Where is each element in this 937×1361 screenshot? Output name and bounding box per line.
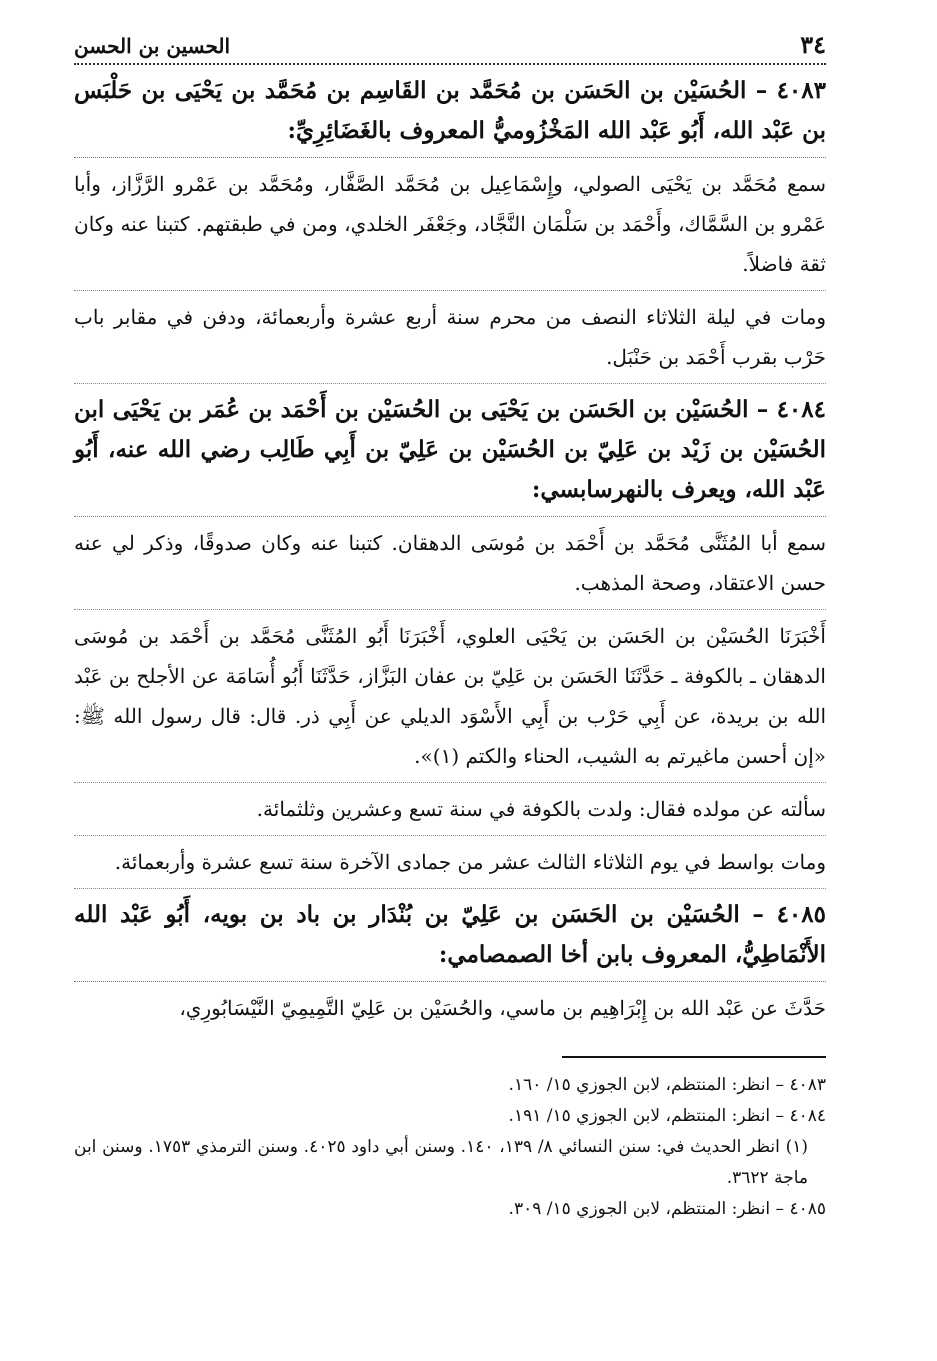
entry-4084-paragraph: سألته عن مولده فقال: ولدت بالكوفة في سنة تسع وعشرين وثلثمائة. bbox=[74, 789, 826, 836]
entry-4084-heading: ٤٠٨٤ – الحُسَيْن بن الحَسَن بن يَحْيَى بن الحُسَيْن بن أَحْمَد بن عُمَر بن يَحْيَى ابن الحُسَيْن بن زَيْد بن عَلِيّ بن الحُسَيْن بن عَلِيّ بن أَبِي طَالِب رضي الله عنه، أَبُو عَبْد الله، ويعرف بالنهرسابسي: bbox=[74, 390, 826, 517]
footnote: ٤٠٨٣ – انظر: المنتظم، لابن الجوزي ١٥/ ١٦٠. bbox=[508, 1075, 826, 1095]
entry-4083-paragraph: ومات في ليلة الثلاثاء النصف من محرم سنة أربع عشرة وأربعمائة، ودفن في مقابر باب حَرْب بقرب أَحْمَد بن حَنْبَل. bbox=[74, 297, 826, 384]
running-title: الحسين بن الحسن bbox=[74, 34, 231, 58]
footnote: ٤٠٨٥ – انظر: المنتظم، لابن الجوزي ١٥/ ٣٠٩. bbox=[508, 1199, 826, 1219]
footnote-separator bbox=[562, 1056, 826, 1058]
entry-4083-heading: ٤٠٨٣ – الحُسَيْن بن الحَسَن بن مُحَمَّد بن القَاسِم بن مُحَمَّد بن يَحْيَى بن حَلْبَس بن عَبْد الله، أَبُو عَبْد الله المَخْزُوميُّ المعروف بالغَضَائِرِيِّ: bbox=[74, 71, 826, 158]
book-page bbox=[74, 30, 826, 1225]
entry-4085-heading: ٤٠٨٥ – الحُسَيْن بن الحَسَن بن عَلِيّ بن بُنْدَار بن باد بن بويه، أَبُو عَبْد الله الأَنْمَاطِيُّ، المعروف بابن أخا الصمصامي: bbox=[74, 895, 826, 982]
footnote: ٤٠٨٤ – انظر: المنتظم، لابن الجوزي ١٥/ ١٩١. bbox=[508, 1106, 826, 1126]
entry-4084-paragraph: سمع أبا المُثَنَّى مُحَمَّد بن أَحْمَد بن مُوسَى الدهقان. كتبنا عنه وكان صدوقًا، وذكر لي عنه حسن الاعتقاد، وصحة المذهب. bbox=[74, 523, 826, 610]
entry-4083-paragraph: سمع مُحَمَّد بن يَحْيَى الصولي، وإِسْمَاعِيل بن مُحَمَّد الصَّفَّار، ومُحَمَّد بن عَمْرو الرَّزَّاز، وأبا عَمْرو بن السَّمَّاك، وأَحْمَد بن سَلْمَان النَّجَّاد، وجَعْفَر الخلدي، ومن في طبقتهم. كتبنا عنه وكان ثقة فاضلاً. bbox=[74, 164, 826, 291]
page-number: ٣٤ bbox=[800, 30, 826, 59]
entry-4084-paragraph: أَخْبَرَنَا الحُسَيْن بن الحَسَن بن يَحْيَى العلوي، أَخْبَرَنَا أَبُو المُثَنَّى مُحَمَّد بن أَحْمَد بن مُوسَى الدهقان ـ بالكوفة ـ حَدَّثَنَا الحَسَن بن عَلِيّ بن عفان البَزَّاز، حَدَّثَنَا أَبُو أُسَامَة عن الأجلح بن عَبْد الله بن بريدة، عن أَبِي حَرْب بن أَبِي الأَسْوَد الديلي عن أَبِي ذر. قال: قال رسول الله ﷺ: «إن أحسن ماغيرتم به الشيب، الحناء والكتم (١)». bbox=[74, 616, 826, 783]
page-header bbox=[74, 30, 826, 65]
entry-4084-paragraph: ومات بواسط في يوم الثلاثاء الثالث عشر من جمادى الآخرة سنة تسع عشرة وأربعمائة. bbox=[74, 842, 826, 889]
footnote: (١) انظر الحديث في: سنن النسائي ٨/ ١٣٩، ١٤٠. وسنن أبي داود ٤٠٢٥. وسنن الترمذي ١٧٥٣. وسنن ابن ماجة ٣٦٢٢. bbox=[74, 1137, 808, 1188]
entry-4085-paragraph: حَدَّثَ عن عَبْد الله بن إِبْرَاهِيم بن ماسي، والحُسَيْن بن عَلِيّ التَّمِيمِيّ النَّيْسَابُورِي، bbox=[179, 996, 826, 1020]
